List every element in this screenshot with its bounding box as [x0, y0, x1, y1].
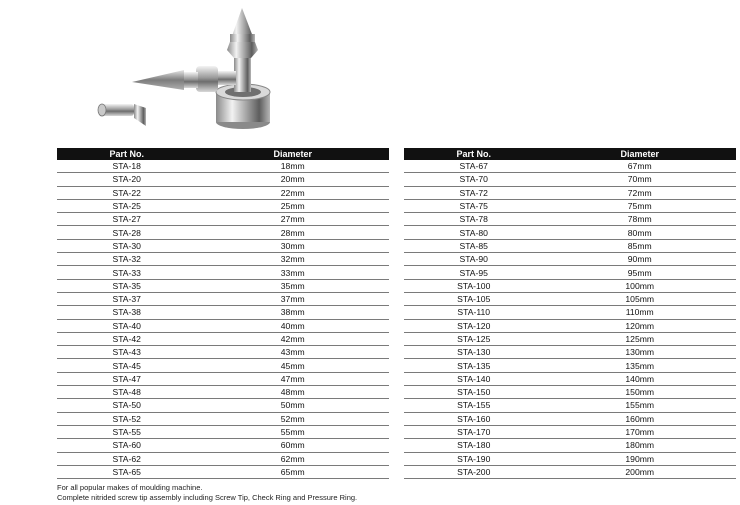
part-number-cell: STA-100 — [404, 279, 543, 292]
diameter-cell: 135mm — [543, 359, 736, 372]
table-row — [404, 306, 736, 319]
diameter-cell: 32mm — [196, 253, 389, 266]
table-row — [57, 399, 389, 412]
part-number-cell: STA-27 — [57, 213, 196, 226]
table-row — [404, 346, 736, 359]
diameter-cell: 35mm — [196, 279, 389, 292]
table-row — [57, 412, 389, 425]
diameter-cell: 120mm — [543, 319, 736, 332]
diameter-cell: 110mm — [543, 306, 736, 319]
part-table-left — [57, 148, 389, 479]
table-row — [404, 226, 736, 239]
diameter-cell: 67mm — [543, 160, 736, 173]
part-number-cell: STA-160 — [404, 412, 543, 425]
part-number-cell: STA-125 — [404, 332, 543, 345]
part-number-cell: STA-150 — [404, 386, 543, 399]
table-row — [404, 239, 736, 252]
part-number-cell: STA-43 — [57, 346, 196, 359]
table-row — [57, 186, 389, 199]
part-number-cell: STA-45 — [57, 359, 196, 372]
part-number-cell: STA-95 — [404, 266, 543, 279]
part-no-header: Part No. — [57, 148, 196, 160]
diameter-cell: 28mm — [196, 226, 389, 239]
part-table-right — [404, 148, 736, 479]
diameter-cell: 62mm — [196, 452, 389, 465]
table-row — [57, 439, 389, 452]
table-row — [404, 266, 736, 279]
diameter-cell: 140mm — [543, 372, 736, 385]
table-row — [57, 332, 389, 345]
diameter-cell: 78mm — [543, 213, 736, 226]
diameter-cell: 18mm — [196, 160, 389, 173]
table-row — [57, 239, 389, 252]
part-number-cell: STA-200 — [404, 465, 543, 478]
part-number-cell: STA-42 — [57, 332, 196, 345]
part-number-cell: STA-155 — [404, 399, 543, 412]
diameter-cell: 90mm — [543, 253, 736, 266]
diameter-cell: 190mm — [543, 452, 736, 465]
diameter-cell: 38mm — [196, 306, 389, 319]
part-number-cell: STA-33 — [57, 266, 196, 279]
screw-tip-assembly-image — [80, 0, 280, 140]
part-number-cell: STA-28 — [57, 226, 196, 239]
table-header-row — [404, 148, 736, 160]
part-number-cell: STA-52 — [57, 412, 196, 425]
table-row — [404, 319, 736, 332]
part-number-cell: STA-67 — [404, 160, 543, 173]
part-number-cell: STA-60 — [57, 439, 196, 452]
table-row — [57, 452, 389, 465]
diameter-cell: 25mm — [196, 199, 389, 212]
table-row — [404, 292, 736, 305]
part-number-cell: STA-110 — [404, 306, 543, 319]
part-no-header: Part No. — [404, 148, 543, 160]
diameter-cell: 80mm — [543, 226, 736, 239]
table-row — [404, 253, 736, 266]
diameter-cell: 130mm — [543, 346, 736, 359]
diameter-cell: 40mm — [196, 319, 389, 332]
table-row — [57, 266, 389, 279]
part-number-cell: STA-38 — [57, 306, 196, 319]
diameter-cell: 48mm — [196, 386, 389, 399]
diameter-cell: 150mm — [543, 386, 736, 399]
table-row — [404, 332, 736, 345]
diameter-cell: 33mm — [196, 266, 389, 279]
part-number-cell: STA-55 — [57, 425, 196, 438]
part-number-cell: STA-135 — [404, 359, 543, 372]
table-row — [57, 372, 389, 385]
table-row — [404, 279, 736, 292]
diameter-cell: 160mm — [543, 412, 736, 425]
diameter-cell: 85mm — [543, 239, 736, 252]
part-number-cell: STA-105 — [404, 292, 543, 305]
table-row — [57, 465, 389, 478]
part-number-cell: STA-20 — [57, 173, 196, 186]
diameter-cell: 125mm — [543, 332, 736, 345]
table-row — [57, 386, 389, 399]
table-row — [404, 412, 736, 425]
part-number-cell: STA-75 — [404, 199, 543, 212]
table-row — [57, 226, 389, 239]
table-row — [404, 186, 736, 199]
diameter-cell: 20mm — [196, 173, 389, 186]
diameter-cell: 47mm — [196, 372, 389, 385]
part-number-cell: STA-120 — [404, 319, 543, 332]
table-row — [57, 160, 389, 173]
part-number-cell: STA-35 — [57, 279, 196, 292]
table-row — [404, 386, 736, 399]
diameter-cell: 75mm — [543, 199, 736, 212]
table-row — [57, 359, 389, 372]
part-number-cell: STA-65 — [57, 465, 196, 478]
table-row — [404, 465, 736, 478]
diameter-header: Diameter — [543, 148, 736, 160]
table-row — [404, 372, 736, 385]
table-row — [57, 253, 389, 266]
diameter-cell: 155mm — [543, 399, 736, 412]
diameter-cell: 27mm — [196, 213, 389, 226]
table-row — [404, 399, 736, 412]
table-row — [404, 439, 736, 452]
part-number-cell: STA-40 — [57, 319, 196, 332]
diameter-cell: 52mm — [196, 412, 389, 425]
diameter-cell: 45mm — [196, 359, 389, 372]
table-row — [404, 359, 736, 372]
diameter-header: Diameter — [196, 148, 389, 160]
part-number-cell: STA-32 — [57, 253, 196, 266]
part-number-cell: STA-47 — [57, 372, 196, 385]
diameter-cell: 30mm — [196, 239, 389, 252]
table-row — [404, 199, 736, 212]
table-row — [404, 452, 736, 465]
part-number-cell: STA-37 — [57, 292, 196, 305]
part-number-cell: STA-50 — [57, 399, 196, 412]
table-row — [57, 173, 389, 186]
footnotes — [57, 483, 357, 503]
footnote-line: For all popular makes of moulding machine. — [57, 483, 203, 492]
table-row — [57, 279, 389, 292]
part-number-cell: STA-78 — [404, 213, 543, 226]
diameter-cell: 43mm — [196, 346, 389, 359]
diameter-cell: 22mm — [196, 186, 389, 199]
diameter-cell: 105mm — [543, 292, 736, 305]
table-row — [404, 425, 736, 438]
diameter-cell: 72mm — [543, 186, 736, 199]
part-number-cell: STA-70 — [404, 173, 543, 186]
diameter-cell: 55mm — [196, 425, 389, 438]
diameter-cell: 100mm — [543, 279, 736, 292]
diameter-cell: 65mm — [196, 465, 389, 478]
part-number-cell: STA-25 — [57, 199, 196, 212]
table-row — [404, 213, 736, 226]
part-number-cell: STA-190 — [404, 452, 543, 465]
diameter-cell: 180mm — [543, 439, 736, 452]
table-row — [57, 199, 389, 212]
part-number-cell: STA-30 — [57, 239, 196, 252]
diameter-cell: 170mm — [543, 425, 736, 438]
part-number-cell: STA-140 — [404, 372, 543, 385]
part-number-cell: STA-18 — [57, 160, 196, 173]
table-row — [57, 292, 389, 305]
table-row — [57, 425, 389, 438]
diameter-cell: 42mm — [196, 332, 389, 345]
part-number-cell: STA-180 — [404, 439, 543, 452]
footnote-line: Complete nitrided screw tip assembly including Screw Tip, Check Ring and Pressure Ring. — [57, 493, 358, 502]
part-number-cell: STA-48 — [57, 386, 196, 399]
table-row — [404, 160, 736, 173]
diameter-cell: 95mm — [543, 266, 736, 279]
table-row — [404, 173, 736, 186]
table-row — [57, 213, 389, 226]
part-number-cell: STA-170 — [404, 425, 543, 438]
part-number-cell: STA-130 — [404, 346, 543, 359]
table-row — [57, 306, 389, 319]
part-number-cell: STA-72 — [404, 186, 543, 199]
table-row — [57, 319, 389, 332]
diameter-cell: 60mm — [196, 439, 389, 452]
part-number-cell: STA-90 — [404, 253, 543, 266]
part-number-cell: STA-85 — [404, 239, 543, 252]
diameter-cell: 70mm — [543, 173, 736, 186]
table-header-row — [57, 148, 389, 160]
part-number-cell: STA-80 — [404, 226, 543, 239]
diameter-cell: 37mm — [196, 292, 389, 305]
diameter-cell: 200mm — [543, 465, 736, 478]
diameter-cell: 50mm — [196, 399, 389, 412]
table-row — [57, 346, 389, 359]
part-number-cell: STA-22 — [57, 186, 196, 199]
part-number-cell: STA-62 — [57, 452, 196, 465]
